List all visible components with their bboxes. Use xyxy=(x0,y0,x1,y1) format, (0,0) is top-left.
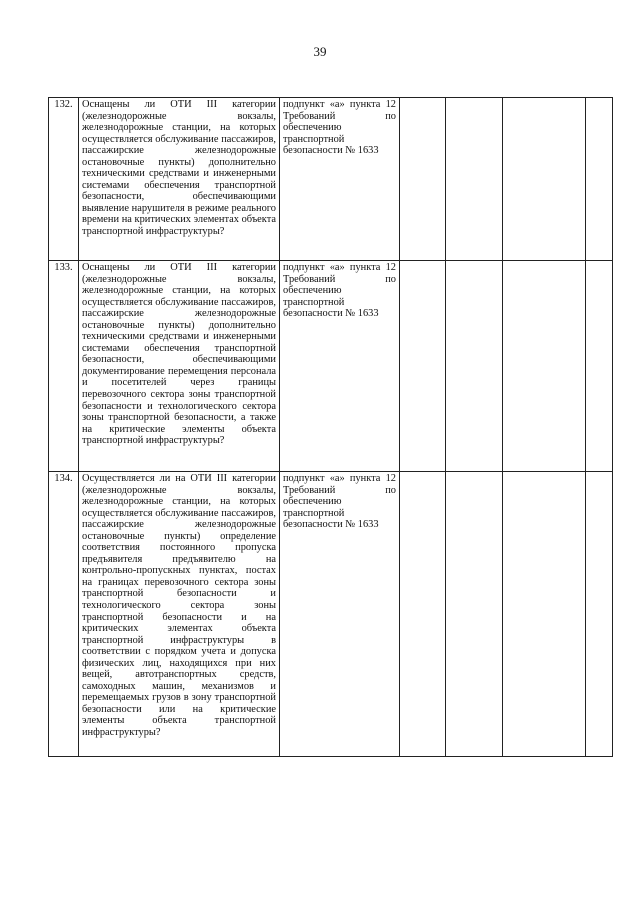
notes-cell xyxy=(586,261,613,472)
answer-cell-not-applicable xyxy=(503,98,586,261)
table-row xyxy=(49,472,613,757)
notes-cell xyxy=(586,472,613,757)
answer-cell-yes xyxy=(400,98,446,261)
table-row xyxy=(49,261,613,472)
row-number: 132. xyxy=(49,98,79,261)
requirement-question: Оснащены ли ОТИ III категории (железнодорожные вокзалы, железнодорожные станции, на которых осуществляется обслуживание пассажиров, пассажирские железнодорожные остановочные пункты) дополнительно техническими средствами и инженерными системами обеспечения транспортной безопасности, обеспечивающими выявление нарушителя в режиме реального времени на критических элементах объекта транспортной инфраструктуры? xyxy=(79,98,280,261)
page-number: 39 xyxy=(313,44,327,59)
answer-cell-no xyxy=(446,261,503,472)
answer-cell-not-applicable xyxy=(503,472,586,757)
answer-cell-yes xyxy=(400,261,446,472)
row-number: 134. xyxy=(49,472,79,757)
row-number: 133. xyxy=(49,261,79,472)
answer-cell-yes xyxy=(400,472,446,757)
requirement-question: Оснащены ли ОТИ III категории (железнодорожные вокзалы, железнодорожные станции, на которых осуществляется обслуживание пассажиров, пассажирские железнодорожные остановочные пункты) дополнительно техническими средствами и инженерными системами обеспечения транспортной безопасности, обеспечивающими документирование перемещения персонала и посетителей через границы перевозочного сектора зоны транспортной безопасности и технологического сектора зоны транспортной безопасности, а также на критические элементы объекта транспортной инфраструктуры? xyxy=(79,261,280,472)
legal-reference: подпункт «а» пункта 12 Требований по обеспечению транспортной безопасности № 1633 xyxy=(280,472,400,757)
notes-cell xyxy=(586,98,613,261)
legal-reference: подпункт «а» пункта 12 Требований по обеспечению транспортной безопасности № 1633 xyxy=(280,261,400,472)
requirements-table xyxy=(48,97,613,757)
answer-cell-not-applicable xyxy=(503,261,586,472)
table-row xyxy=(49,98,613,261)
legal-reference: подпункт «а» пункта 12 Требований по обеспечению транспортной безопасности № 1633 xyxy=(280,98,400,261)
requirement-question: Осуществляется ли на ОТИ III категории (железнодорожные вокзалы, железнодорожные станции, на которых осуществляется обслуживание пассажиров, пассажирские железнодорожные остановочные пункты) определение соответствия постоянного пропуска предъявителя предъявителю на контрольно-пропускных пунктах, постах на границах перевозочного сектора зоны транспортной безопасности и технологического сектора зоны транспортной безопасности и на критических элементах объекта транспортной инфраструктуры в соответствии с порядком учета и допуска физических лиц, находящихся при них вещей, автотранспортных средств, самоходных машин, механизмов и перемещаемых грузов в зону транспортной безопасности или на критические элементы объекта транспортной инфраструктуры? xyxy=(79,472,280,757)
answer-cell-no xyxy=(446,98,503,261)
answer-cell-no xyxy=(446,472,503,757)
